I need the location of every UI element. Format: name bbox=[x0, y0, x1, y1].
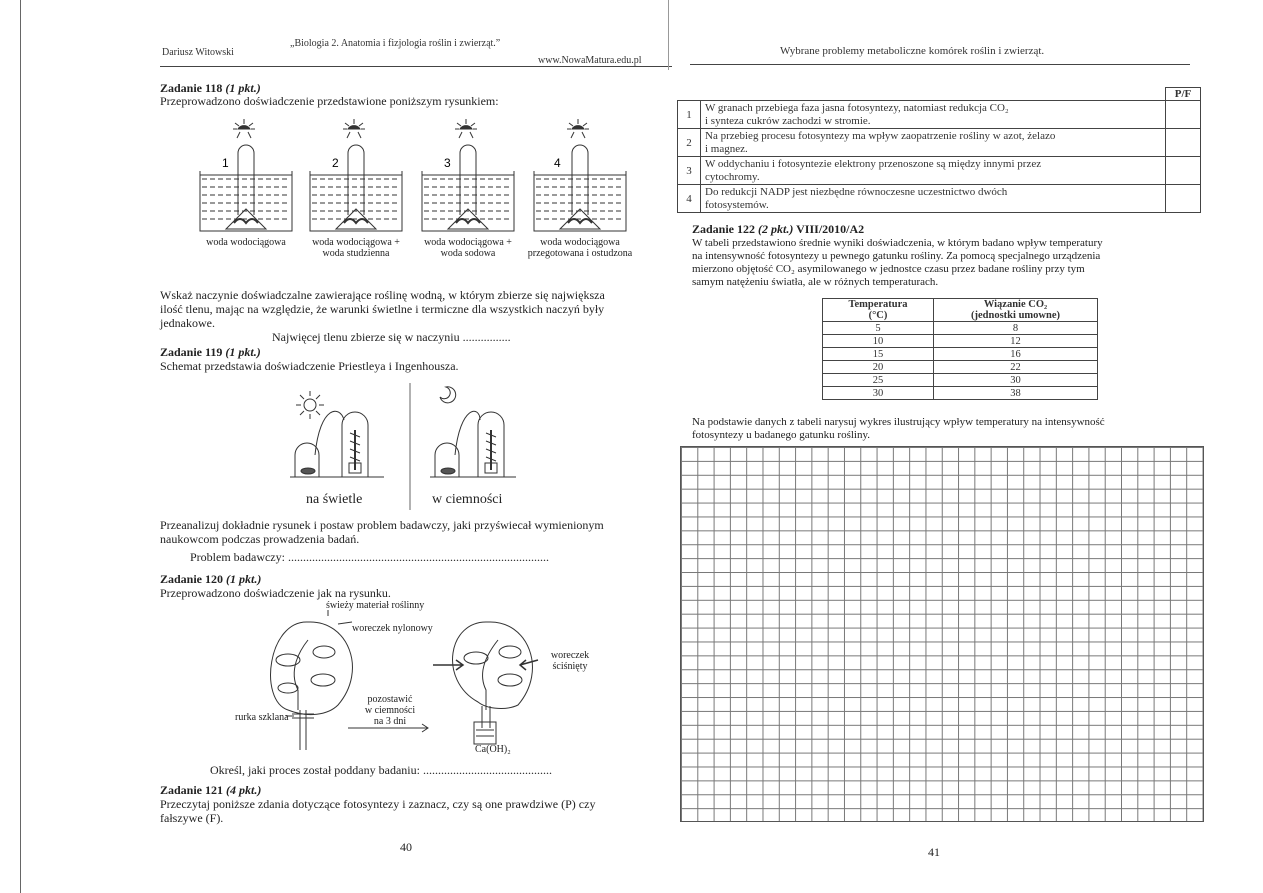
table-row: 10 12 bbox=[823, 335, 1098, 348]
task119-answer-line[interactable]: Problem badawczy: ....................................................................................... bbox=[190, 550, 549, 564]
true-false-table bbox=[677, 87, 1201, 213]
table-row: 15 16 bbox=[823, 348, 1098, 361]
task118-question-2: ilość tlenu, mając na względzie, że warunki świetlne i termiczne dla wszystkich naczyń były bbox=[160, 302, 605, 316]
table-row: 30 38 bbox=[823, 387, 1098, 400]
task120-intro: Przeprowadzono doświadczenie jak na rysunku. bbox=[160, 586, 391, 600]
vessel-caption-4: woda wodociągowa przegotowana i ostudzona bbox=[527, 237, 633, 259]
pf-answer-cell[interactable] bbox=[1166, 129, 1201, 157]
task121-title: Zadanie 121 (4 pkt.) bbox=[160, 783, 262, 797]
table-row: 4 Do redukcji NADP jest niezbędne równoczesne uczestnictwo dwóch fotosystemów. bbox=[678, 185, 1201, 213]
pf-answer-cell[interactable] bbox=[1166, 157, 1201, 185]
label-bag-tightened: woreczek ściśnięty bbox=[550, 650, 590, 672]
header-rule bbox=[160, 66, 672, 67]
label-in-light: na świetle bbox=[306, 492, 363, 507]
temperature-table: Temperatura (°C) Wiązanie CO₂ (jednostki umowne) 5 8 10 12 15 16 20 22 25 30 30 38 bbox=[822, 298, 1098, 400]
label-wait-3: na 3 dni bbox=[373, 716, 407, 727]
table-row: 5 8 bbox=[823, 322, 1098, 335]
pf-answer-cell[interactable] bbox=[1166, 101, 1201, 129]
vessel-3 bbox=[422, 145, 514, 231]
header-website: www.NowaMatura.edu.pl bbox=[538, 55, 642, 66]
table-row: 1 W granach przebiega faza jasna fotosyntezy, natomiast redukcja CO₂ i synteza cukrów zachodzi w stromie. bbox=[678, 101, 1201, 129]
lamp-icon bbox=[233, 119, 255, 138]
label-in-dark: w ciemności bbox=[432, 492, 503, 507]
table-row: 2 Na przebieg procesu fotosyntezy ma wpływ zaopatrzenie rośliny w azot, żelazo i magnez. bbox=[678, 129, 1201, 157]
task122-text-2: na intensywność fotosyntezy u pewnego gatunku rośliny. Za pomocą specjalnego urządzenia bbox=[692, 250, 1101, 262]
vessel-1 bbox=[200, 145, 292, 231]
page-edge bbox=[20, 0, 21, 893]
vessel-num: 1 bbox=[222, 156, 229, 170]
table-row: 20 22 bbox=[823, 361, 1098, 374]
pf-answer-cell[interactable] bbox=[1166, 185, 1201, 213]
task118-title: Zadanie 118 (1 pkt.) bbox=[160, 81, 261, 95]
task120-answer-line[interactable]: Określ, jaki proces został poddany badaniu: ........................................... bbox=[210, 763, 552, 777]
task118-question-1: Wskaż naczynie doświadczalne zawierające roślinę wodną, w którym zbierze się największa bbox=[160, 288, 605, 302]
lamp-icon bbox=[455, 119, 477, 138]
vessel-num: 2 bbox=[332, 156, 339, 170]
label-wait-2: w ciemności bbox=[364, 705, 416, 716]
header-chapter-title: Wybrane problemy metaboliczne komórek roślin i zwierząt. bbox=[780, 45, 1045, 57]
task118-answer-line[interactable]: Najwięcej tlenu zbierze się w naczyniu ................ bbox=[272, 330, 511, 344]
task118-question-3: jednakowe. bbox=[160, 316, 215, 330]
label-plant-material: świeży materiał roślinny bbox=[326, 600, 425, 611]
task119-question-2: naukowcom podczas prowadzenia badań. bbox=[160, 532, 360, 546]
label-glass-tube: rurka szklana bbox=[235, 712, 289, 723]
task122-text-1: W tabeli przedstawiono średnie wyniki doświadczenia, w którym badano wpływ temperatury bbox=[692, 237, 1103, 249]
lamp-icon bbox=[343, 119, 365, 138]
moon-icon bbox=[440, 387, 456, 403]
task121-text-1: Przeczytaj poniższe zdania dotyczące fotosyntezy i zaznacz, czy są one prawdziwe (P) czy bbox=[160, 797, 596, 811]
task122-text-3: mierzono objętość CO₂ asymilowanego w jednostce czasu przez badane rośliny przy tym bbox=[692, 263, 1085, 275]
vessel-4 bbox=[534, 145, 626, 231]
task118-figure bbox=[196, 115, 636, 243]
label-caoh2: Ca(OH)₂ bbox=[475, 744, 511, 755]
task122-text-4: samym natężeniu światła, ale w różnych temperaturach. bbox=[692, 276, 939, 288]
label-wait-1: pozostawić bbox=[367, 694, 413, 705]
task119-title: Zadanie 119 (1 pkt.) bbox=[160, 345, 261, 359]
spine bbox=[668, 0, 669, 70]
label-nylon-bag: woreczek nylonowy bbox=[352, 623, 433, 634]
page-number-left: 40 bbox=[400, 840, 412, 854]
lamp-icon bbox=[567, 119, 589, 138]
vessel-caption-2: woda wodociągowa + woda studzienna bbox=[312, 237, 400, 259]
pf-header: P/F bbox=[1166, 88, 1201, 101]
vessel-2 bbox=[310, 145, 402, 231]
task119-question-1: Przeanalizuj dokładnie rysunek i postaw problem badawczy, jaki przyświecał wymienionym bbox=[160, 518, 604, 532]
task118-intro: Przeprowadzono doświadczenie przedstawione poniższym rysunkiem: bbox=[160, 94, 499, 108]
table-row: 3 W oddychaniu i fotosyntezie elektrony przenoszone są między innymi przez cytochromy. bbox=[678, 157, 1201, 185]
header-rule-right bbox=[690, 64, 1190, 65]
vessel-num: 3 bbox=[444, 156, 451, 170]
header-book-title: „Biologia 2. Anatomia i fizjologia roślin i zwierząt.” bbox=[290, 38, 501, 49]
task120-title: Zadanie 120 (1 pkt.) bbox=[160, 572, 262, 586]
header-author: Dariusz Witowski bbox=[162, 47, 234, 58]
task122-instruction-2: fotosyntezy u badanego gatunku rośliny. bbox=[692, 429, 870, 441]
vessel-caption-1: woda wodociągowa bbox=[206, 237, 286, 248]
vessel-caption-3: woda wodociągowa + woda sodowa bbox=[424, 237, 512, 259]
task122-title: Zadanie 122 (2 pkt.) VIII/2010/A2 bbox=[692, 222, 865, 236]
graph-grid[interactable] bbox=[680, 446, 1204, 822]
task122-instruction-1: Na podstawie danych z tabeli narysuj wykres ilustrujący wpływ temperatury na intensywność bbox=[692, 416, 1105, 428]
task119-intro: Schemat przedstawia doświadczenie Priestleya i Ingenhousza. bbox=[160, 359, 459, 373]
sun-icon bbox=[296, 391, 324, 419]
vessel-num: 4 bbox=[554, 156, 561, 170]
table-row: 25 30 bbox=[823, 374, 1098, 387]
page-number-right: 41 bbox=[928, 845, 940, 859]
task121-text-2: fałszywe (F). bbox=[160, 811, 224, 825]
